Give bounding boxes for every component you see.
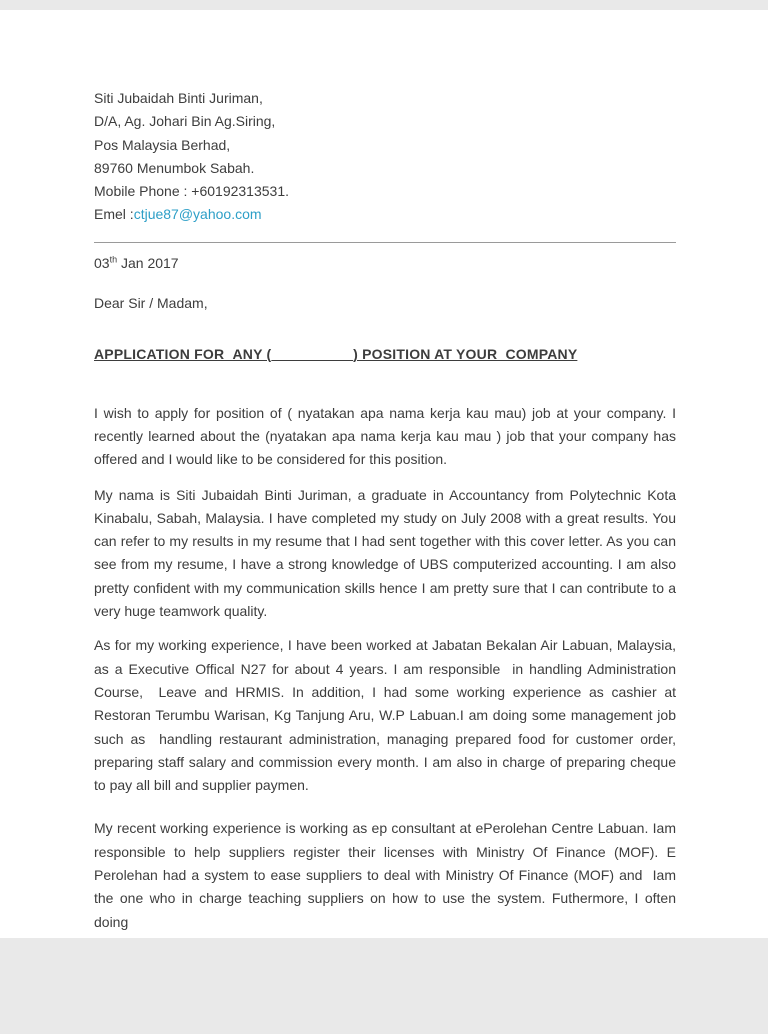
sender-organization: Pos Malaysia Berhad, [94, 136, 231, 153]
date-ordinal: th [109, 254, 118, 265]
subject-before-blank: APPLICATION FOR ANY ( [94, 346, 272, 363]
sender-phone: Mobile Phone : +60192313531. [94, 183, 289, 200]
letter-content [0, 10, 768, 934]
paragraph-intro: I wish to apply for position of ( nyatakan apa nama kerja kau mau) job at your company. I recently learned about the (nyatakan apa nama kerja kau mau ) job that your company has offered and I would like to be considered for this position. [94, 404, 676, 468]
subject-after-blank: ) POSITION AT YOUR COMPANY [353, 346, 578, 363]
divider-line [94, 242, 676, 243]
letter-page [0, 10, 768, 938]
sender-address: 89760 Menumbok Sabah. [94, 159, 255, 176]
sender-name: Siti Jubaidah Binti Juriman, [94, 90, 263, 106]
paragraph-recent-experience: My recent working experience is working as ep consultant at ePerolehan Centre Labuan. Iam responsible to help suppliers register their licenses with Ministry Of Finance (MOF). E Perolehan had a system to ease suppliers to deal with Ministry Of Finance (MOF) and Iam the one who in charge teaching suppliers on how to use the system. Futhermore, I often doing [94, 820, 676, 930]
sender-block [94, 87, 676, 227]
letter-date [94, 252, 676, 275]
paragraph-experience: As for my working experience, I have been worked at Jabatan Bekalan Air Labuan, Malaysia, as a Executive Offical N27 for about 4 years. I am responsible in handling Administration Course, Leave and HRMIS. In addition, I had some working experience as cashier at Restoran Terumbu Warisan, Kg Tanjung Aru, W.P Labuan.I am doing some management job such as handling restaurant administration, managing prepared food for customer order, preparing staff salary and commission every month. I am also in charge of preparing cheque to pay all bill and supplier paymen. [94, 637, 676, 794]
subject-blank [271, 346, 353, 362]
subject-heading [94, 343, 676, 366]
salutation: Dear Sir / Madam, [94, 295, 208, 312]
email-label: Emel : [94, 206, 134, 223]
sender-care-of: D/A, Ag. Johari Bin Ag.Siring, [94, 113, 276, 130]
paragraph-education: My nama is Siti Jubaidah Binti Juriman, a graduate in Accountancy from Polytechnic Kota Kinabalu, Sabah, Malaysia. I have completed my study on July 2008 with a great results. You can refer to my results in my resume that I had sent together with this cover letter. As you can see from my resume, I have a strong knowledge of UBS computerized accounting. I am also pretty confident with my communication skills hence I am pretty sure that I can contribute to a very huge teamwork quality. [94, 486, 676, 620]
date-rest: Jan 2017 [117, 254, 179, 271]
sender-email-line [94, 203, 676, 226]
date-day: 03 [94, 254, 110, 271]
email-link[interactable]: ctjue87@yahoo.com [133, 206, 262, 223]
